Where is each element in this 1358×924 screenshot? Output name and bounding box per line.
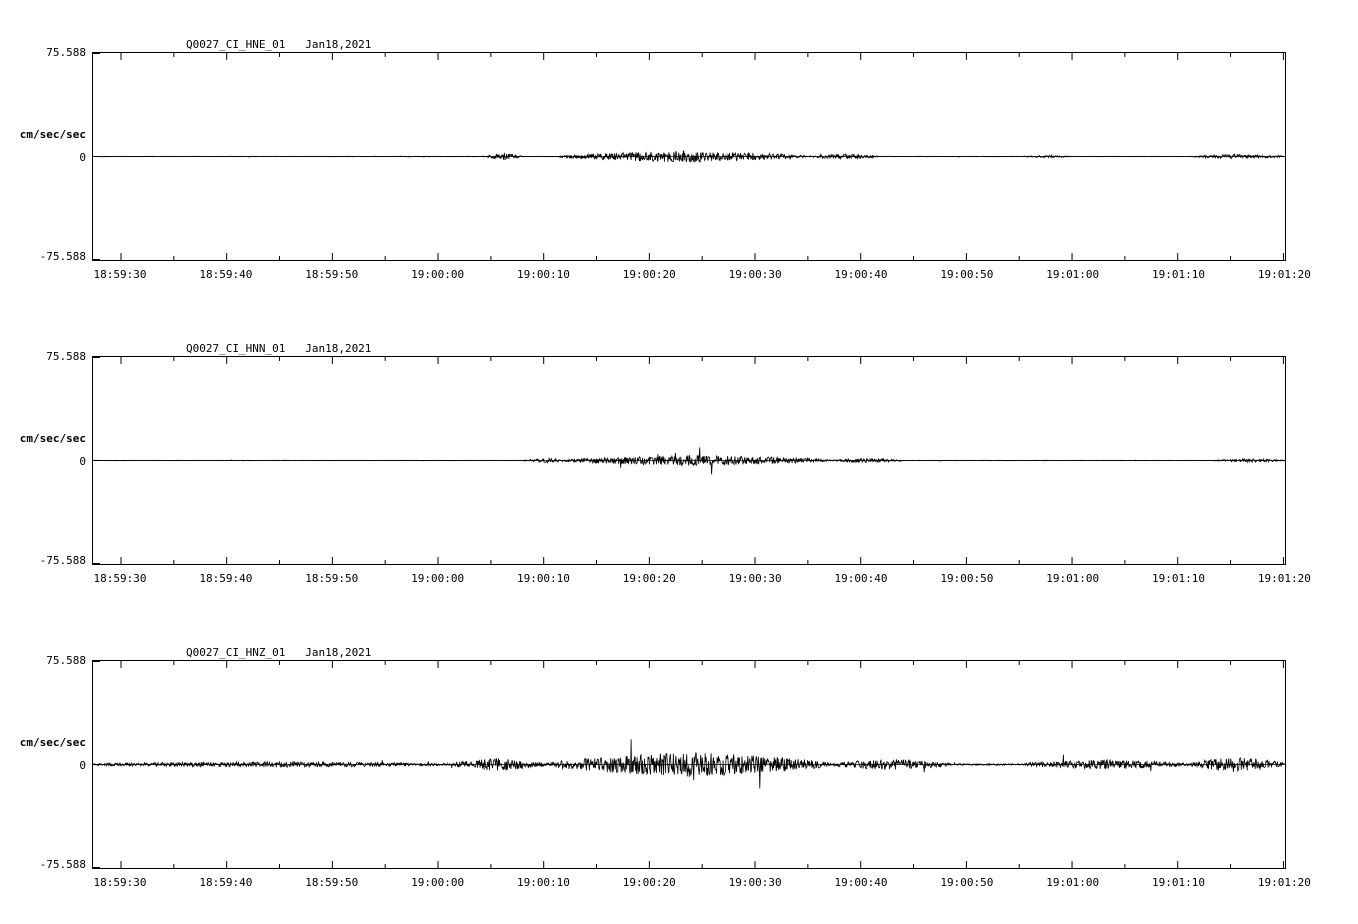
x-tick-label: 18:59:30 xyxy=(93,268,147,281)
x-tick-label: 19:00:20 xyxy=(622,572,676,585)
x-tick-label: 18:59:40 xyxy=(199,876,253,889)
x-tick-label: 19:00:10 xyxy=(516,268,570,281)
y-axis-zero-label-hnz: 0 xyxy=(79,759,86,772)
x-tick-label: 19:01:10 xyxy=(1152,268,1206,281)
x-tick-label: 19:00:00 xyxy=(411,876,465,889)
panel-title-hne: Q0027_CI_HNE_01 Jan18,2021 xyxy=(186,38,372,51)
x-tick-label: 19:01:20 xyxy=(1257,572,1311,585)
y-axis-max-label-hne: 75.588 xyxy=(46,46,86,59)
y-axis-min-label-hne: -75.588 xyxy=(39,250,86,263)
y-axis-max-label-hnn: 75.588 xyxy=(46,350,86,363)
y-axis-unit-label-hnn: cm/sec/sec xyxy=(19,432,86,445)
panel-title-hnz: Q0027_CI_HNZ_01 Jan18,2021 xyxy=(186,646,372,659)
trace-hne xyxy=(93,53,1285,260)
x-tick-label: 19:00:10 xyxy=(516,876,570,889)
x-tick-label: 18:59:50 xyxy=(305,572,359,585)
x-tick-label: 19:00:40 xyxy=(834,268,888,281)
seismogram-panel-hne xyxy=(0,10,1358,300)
x-tick-label: 19:00:00 xyxy=(411,572,465,585)
x-tick-label: 18:59:50 xyxy=(305,876,359,889)
x-axis-labels-hnn xyxy=(92,572,1311,590)
x-tick-label: 19:00:30 xyxy=(728,876,782,889)
x-tick-label: 19:01:20 xyxy=(1257,876,1311,889)
x-tick-label: 18:59:40 xyxy=(199,268,253,281)
x-tick-label: 19:00:00 xyxy=(411,268,465,281)
x-tick-label: 19:00:50 xyxy=(940,268,994,281)
x-tick-label: 18:59:50 xyxy=(305,268,359,281)
panel-title-hnn: Q0027_CI_HNN_01 Jan18,2021 xyxy=(186,342,372,355)
plot-area-hnz xyxy=(92,660,1286,869)
x-tick-label: 18:59:30 xyxy=(93,876,147,889)
x-tick-label: 19:01:10 xyxy=(1152,572,1206,585)
x-axis-labels-hnz xyxy=(92,876,1311,894)
x-tick-label: 19:01:20 xyxy=(1257,268,1311,281)
plot-area-hne xyxy=(92,52,1286,261)
x-tick-label: 19:00:40 xyxy=(834,876,888,889)
x-tick-label: 19:01:00 xyxy=(1046,268,1100,281)
plot-area-hnn xyxy=(92,356,1286,565)
y-axis-zero-label-hne: 0 xyxy=(79,151,86,164)
x-tick-label: 19:00:20 xyxy=(622,268,676,281)
y-axis-max-label-hnz: 75.588 xyxy=(46,654,86,667)
y-axis-zero-label-hnn: 0 xyxy=(79,455,86,468)
y-axis-unit-label-hnz: cm/sec/sec xyxy=(19,736,86,749)
trace-hnn xyxy=(93,357,1285,564)
trace-hnz xyxy=(93,661,1285,868)
y-axis-min-label-hnn: -75.588 xyxy=(39,554,86,567)
x-tick-label: 19:01:00 xyxy=(1046,572,1100,585)
x-tick-label: 19:00:50 xyxy=(940,572,994,585)
x-tick-label: 19:00:10 xyxy=(516,572,570,585)
x-tick-label: 19:01:10 xyxy=(1152,876,1206,889)
y-axis-unit-label-hne: cm/sec/sec xyxy=(19,128,86,141)
seismogram-panel-hnz xyxy=(0,618,1358,908)
seismogram-panel-hnn xyxy=(0,314,1358,604)
x-tick-label: 19:00:50 xyxy=(940,876,994,889)
x-tick-label: 19:01:00 xyxy=(1046,876,1100,889)
x-tick-label: 19:00:30 xyxy=(728,268,782,281)
x-tick-label: 18:59:40 xyxy=(199,572,253,585)
x-tick-label: 18:59:30 xyxy=(93,572,147,585)
x-tick-label: 19:00:20 xyxy=(622,876,676,889)
y-axis-min-label-hnz: -75.588 xyxy=(39,858,86,871)
x-tick-label: 19:00:30 xyxy=(728,572,782,585)
x-tick-label: 19:00:40 xyxy=(834,572,888,585)
x-axis-labels-hne xyxy=(92,268,1311,286)
